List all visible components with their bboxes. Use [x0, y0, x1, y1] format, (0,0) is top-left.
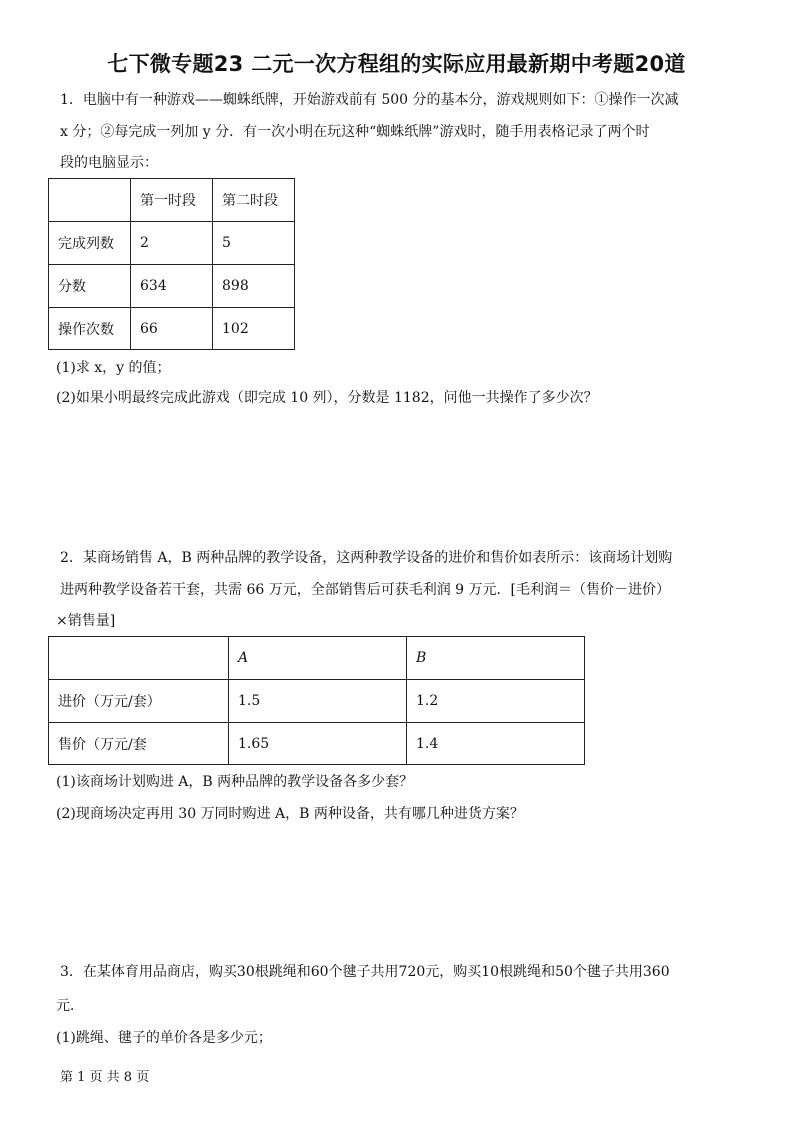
q1-text-line1: 1．电脑中有一种游戏——蜘蛛纸牌，开始游戏前有 500 分的基本分，游戏规则如下：①操作一次减 [60, 92, 679, 108]
table-cell: B [407, 637, 585, 680]
table-cell [49, 179, 131, 222]
q1-sub2: (2)如果小明最终完成此游戏（即完成 10 列），分数是 1182，问他一共操作了多少次？ [56, 390, 598, 406]
table-cell: 5 [213, 222, 295, 265]
table-cell: 分数 [49, 265, 131, 308]
table-cell: 售价（万元/套 [49, 723, 229, 765]
table-row [49, 179, 295, 222]
table-row [49, 680, 585, 723]
table-row [49, 265, 295, 308]
table-cell: 1.5 [229, 680, 407, 723]
q3-text-line1: 3．在某体育用品商店，购买30根跳绳和60个毽子共用720元，购买10根跳绳和50个毽子共用360 [60, 964, 670, 980]
table-cell: 66 [131, 308, 213, 350]
table-cell [49, 637, 229, 680]
q3-text-line2: 元． [56, 998, 84, 1014]
table-cell: 第二时段 [213, 179, 295, 222]
q2-text-line1: 2．某商场销售 A，B 两种品牌的教学设备，这两种教学设备的进价和售价如表所示：该商场计划购 [60, 550, 673, 566]
q2-sub2: (2)现商场决定再用 30 万同时购进 A，B 两种设备，共有哪几种进货方案？ [56, 806, 524, 822]
page-title: 七下微专题23 二元一次方程组的实际应用最新期中考题20道 [107, 52, 686, 76]
q2-text-line3: ×销售量] [56, 613, 116, 629]
table-cell: 1.4 [407, 723, 585, 765]
table-row [49, 723, 585, 765]
table-cell: A [229, 637, 407, 680]
q1-text-line3: 段的电脑显示： [60, 155, 158, 171]
table-cell: 完成列数 [49, 222, 131, 265]
q1-table [48, 178, 295, 350]
table-cell: 1.65 [229, 723, 407, 765]
table-cell: 634 [131, 265, 213, 308]
q2-table [48, 636, 585, 765]
table-cell: 898 [213, 265, 295, 308]
table-cell: 1.2 [407, 680, 585, 723]
q3-sub1: (1)跳绳、毽子的单价各是多少元； [56, 1030, 272, 1046]
q2-text-line2: 进两种教学设备若干套，共需 66 万元，全部销售后可获毛利润 9 万元．[毛利润＝（售价－进价） [60, 582, 670, 598]
table-cell: 操作次数 [49, 308, 131, 350]
page-footer: 第 1 页 共 8 页 [60, 1070, 150, 1085]
q1-sub1: (1)求 x，y 的值； [56, 360, 171, 376]
table-cell: 102 [213, 308, 295, 350]
q1-text-line2: x 分；②每完成一列加 y 分．有一次小明在玩这种“蜘蛛纸牌”游戏时，随手用表格记录了两个时 [60, 124, 650, 140]
table-row [49, 222, 295, 265]
table-cell: 进价（万元/套） [49, 680, 229, 723]
table-cell: 第一时段 [131, 179, 213, 222]
table-row [49, 637, 585, 680]
table-cell: 2 [131, 222, 213, 265]
table-row [49, 308, 295, 350]
q2-sub1: (1)该商场计划购进 A，B 两种品牌的教学设备各多少套？ [56, 774, 414, 790]
